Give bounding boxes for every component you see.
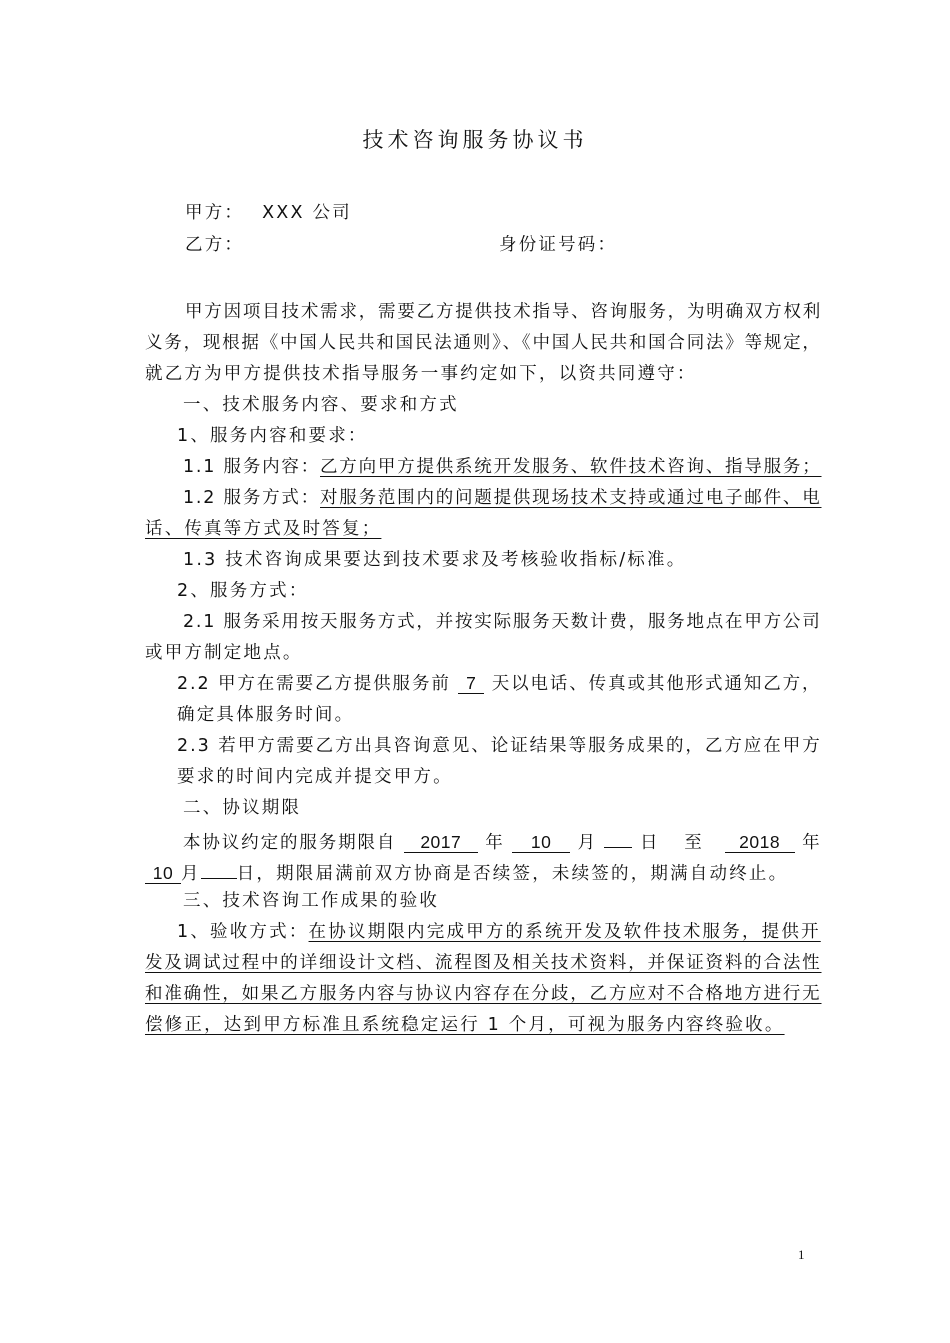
start-day-blank	[604, 827, 632, 848]
term-line-2	[145, 858, 788, 886]
item-2-2-text-a: 2.2 甲方在需要乙方提供服务前	[177, 674, 451, 694]
item-1-2-text: 对服务范围内的问题提供现场技术支持或通过电子邮件、电	[320, 488, 822, 508]
item-2-3-continued: 要求的时间内完成并提交甲方。	[177, 767, 453, 787]
end-day-blank	[201, 858, 237, 879]
item-2-3: 2.3 若甲方需要乙方出具咨询意见、论证结果等服务成果的，乙方应在甲方	[177, 736, 822, 756]
term-suffix: ，期限届满前双方协商是否续签，未续签的，期满自动终止。	[256, 864, 789, 884]
intro-line-2: 义务，现根据《中国人民共和国民法通则》、《中国人民共和国合同法》等规定，	[145, 333, 822, 353]
item-1-2	[183, 486, 822, 510]
to-word: 至	[684, 833, 704, 853]
end-month-blank: 10	[145, 863, 181, 884]
item-1-2-continued	[145, 517, 381, 541]
unit-year-end: 年	[802, 833, 822, 853]
unit-day: 日	[639, 833, 660, 853]
item-3-1-line-b	[145, 951, 822, 975]
term-prefix: 本协议约定的服务期限自	[183, 833, 397, 853]
party-b-label: 乙方：	[185, 235, 245, 255]
item-1-1-text: 乙方向甲方提供系统开发服务、软件技术咨询、指导服务；	[320, 457, 822, 477]
item-1-1	[183, 455, 822, 479]
item-3-1-text-a: 在协议期限内完成甲方的系统开发及软件技术服务，提供开	[308, 922, 821, 942]
item-1-2-text-b: 话、传真等方式及时答复；	[145, 519, 382, 539]
section-3-heading: 三、技术咨询工作成果的验收	[183, 891, 440, 911]
section-1-heading: 一、技术服务内容、要求和方式	[183, 395, 459, 415]
start-year-blank: 2017	[404, 832, 478, 853]
party-a-line	[185, 201, 352, 225]
item-3-1	[177, 920, 821, 944]
item-3-1-line-d	[145, 1013, 785, 1037]
section-1-2-heading: 2、服务方式：	[177, 581, 309, 601]
item-2-2-text-b: 天以电话、传真或其他形式通知乙方，	[491, 674, 822, 694]
item-2-1: 2.1 服务采用按天服务方式，并按实际服务天数计费，服务地点在甲方公司	[183, 612, 822, 632]
item-1-2-label: 1.2 服务方式：	[183, 488, 320, 508]
item-3-1-text-c: 和准确性，如果乙方服务内容与协议内容存在分歧，乙方应对不合格地方进行无	[145, 984, 822, 1004]
unit-month: 月	[577, 833, 598, 853]
item-3-1-label: 1、验收方式：	[177, 922, 309, 942]
unit-year: 年	[485, 833, 505, 853]
id-number-label: 身份证号码：	[499, 235, 618, 255]
intro-line-1: 甲方因项目技术需求，需要乙方提供技术指导、咨询服务，为明确双方权利	[185, 302, 823, 322]
item-1-1-label: 1.1 服务内容：	[183, 457, 320, 477]
notice-days-blank: 7	[458, 673, 484, 694]
item-3-1-line-c	[145, 982, 822, 1006]
section-1-1-heading: 1、服务内容和要求：	[177, 426, 368, 446]
document-title: 技术咨询服务协议书	[362, 128, 588, 152]
item-2-2	[177, 672, 821, 696]
unit-month-end: 月	[181, 864, 201, 884]
party-a-label: 甲方：	[185, 203, 245, 223]
section-2-heading: 二、协议期限	[183, 798, 302, 818]
party-a-value: XXX 公司	[262, 203, 352, 223]
term-line-1	[183, 827, 822, 855]
end-year-blank: 2018	[725, 832, 795, 853]
item-1-3: 1.3 技术咨询成果要达到技术要求及考核验收指标/标准。	[183, 550, 687, 570]
item-2-2-continued: 确定具体服务时间。	[177, 705, 355, 725]
page-number: 1	[798, 1247, 805, 1262]
unit-day-end: 日	[236, 864, 257, 884]
start-month-blank: 10	[512, 832, 570, 853]
item-3-1-text-d: 偿修正，达到甲方标准且系统稳定运行 1 个月，可视为服务内容终验收。	[145, 1015, 785, 1035]
item-3-1-text-b: 发及调试过程中的详细设计文档、流程图及相关技术资料，并保证资料的合法性	[145, 953, 822, 973]
item-2-1-continued: 或甲方制定地点。	[145, 643, 303, 663]
intro-line-3: 就乙方为甲方提供技术指导服务一事约定如下，以资共同遵守：	[145, 364, 697, 384]
